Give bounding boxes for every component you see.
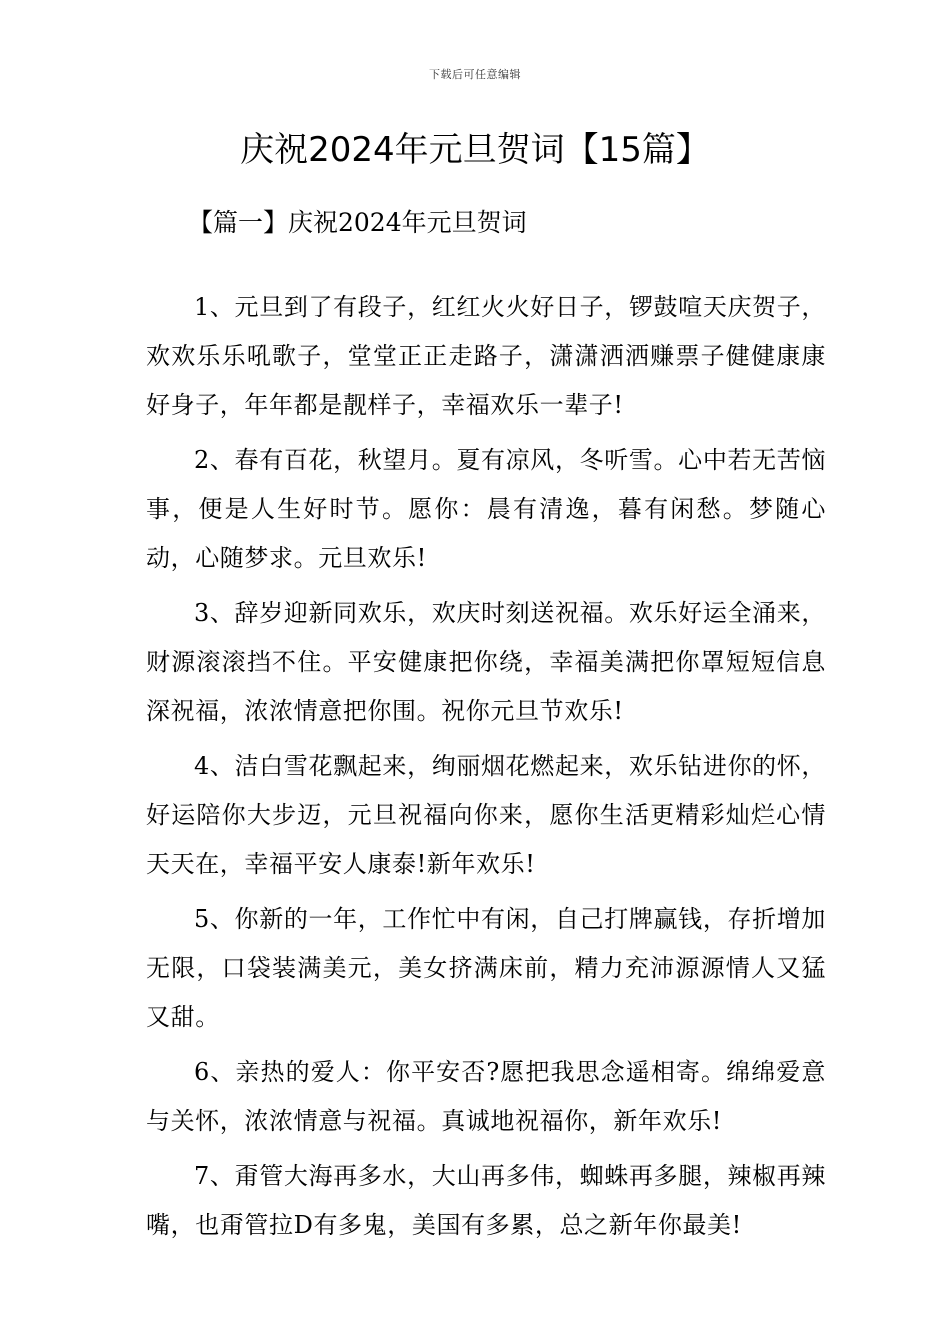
wish-paragraph-5: 5、你新的一年，工作忙中有闲，自己打牌赢钱，存折增加无限，口袋装满美元，美女挤满床前，精力充沛源源情人又猛又甜。 [146,905,826,1031]
document-body [146,283,826,1256]
wish-paragraph-1: 1、元旦到了有段子，红红火火好日子，锣鼓喧天庆贺子，欢欢乐乐吼歌子，堂堂正正走路子，潇潇洒洒赚票子健健康康好身子，年年都是靓样子，幸福欢乐一辈子! [146,293,826,419]
wish-paragraph-3: 3、辞岁迎新同欢乐，欢庆时刻送祝福。欢乐好运全涌来，财源滚滚挡不住。平安健康把你绕，幸福美满把你罩短短信息深祝福，浓浓情意把你围。祝你元旦节欢乐! [146,599,826,725]
wish-paragraph-4: 4、洁白雪花飘起来，绚丽烟花燃起来，欢乐钻进你的怀，好运陪你大步迈，元旦祝福向你来，愿你生活更精彩灿烂心情天天在，幸福平安人康泰!新年欢乐! [146,752,826,878]
page-header-note: 下载后可任意编辑 [429,68,521,81]
wish-paragraph-7: 7、甭管大海再多水，大山再多伟，蜘蛛再多腿，辣椒再辣嘴，也甭管拉D有多鬼，美国有多累，总之新年你最美! [146,1162,826,1239]
wish-paragraph-6: 6、亲热的爱人：你平安否?愿把我思念遥相寄。绵绵爱意与关怀，浓浓情意与祝福。真诚地祝福你，新年欢乐! [146,1058,826,1135]
document-title: 庆祝2024年元旦贺词【15篇】 [240,130,710,170]
section-heading: 【篇一】庆祝2024年元旦贺词 [188,208,527,237]
wish-paragraph-2: 2、春有百花，秋望月。夏有凉风，冬听雪。心中若无苦恼事，便是人生好时节。愿你：晨有清逸，暮有闲愁。梦随心动，心随梦求。元旦欢乐! [146,446,826,572]
